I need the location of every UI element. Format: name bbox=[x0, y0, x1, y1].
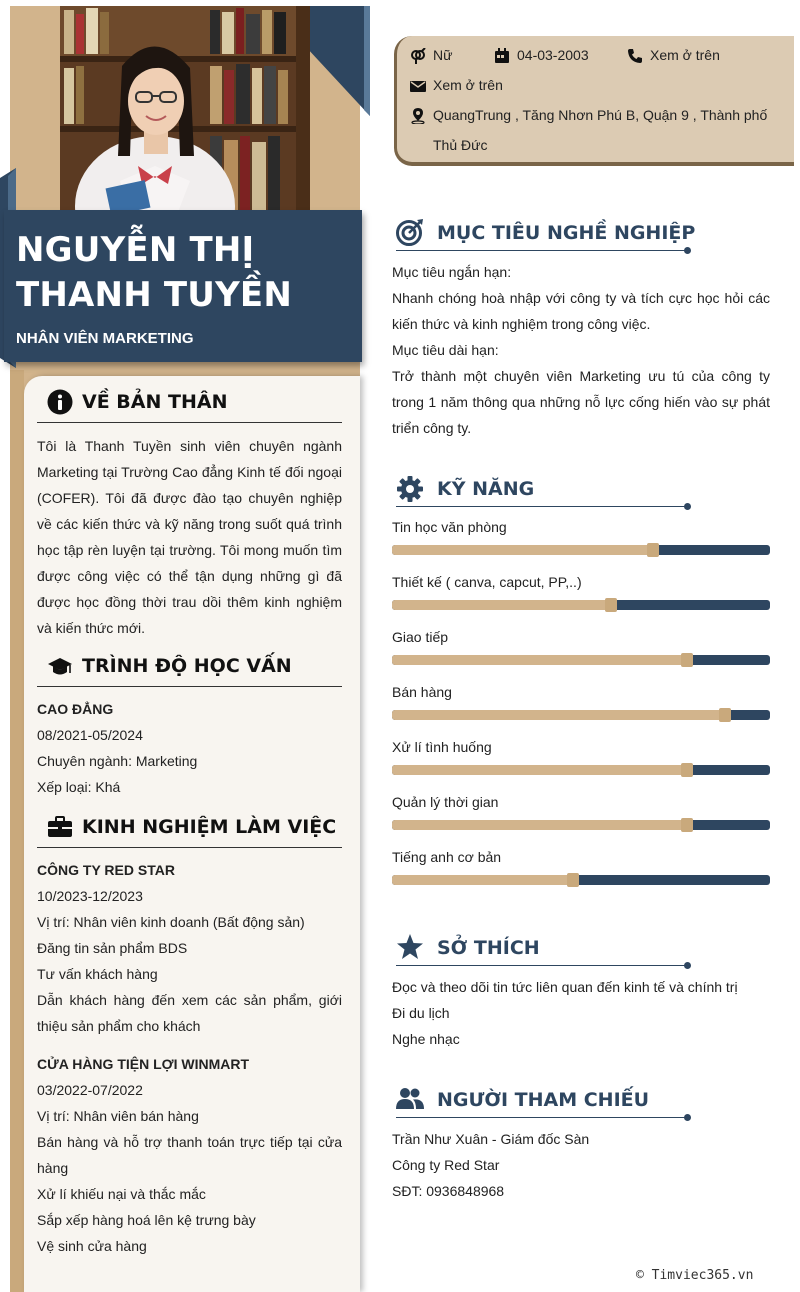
info-phone-value: Xem ở trên bbox=[650, 47, 720, 63]
section-header-references bbox=[392, 1083, 692, 1119]
job-line: Vệ sinh cửa hàng bbox=[37, 1238, 147, 1254]
calendar-icon bbox=[494, 48, 510, 64]
skill-level-knob bbox=[681, 818, 693, 832]
education-details bbox=[37, 696, 342, 800]
section-divider-dot bbox=[684, 503, 691, 510]
education-major: Chuyên ngành: Marketing bbox=[37, 753, 198, 769]
job-line: Đăng tin sản phẩm BDS bbox=[37, 940, 188, 956]
section-header-objective bbox=[392, 216, 696, 252]
profile-photo bbox=[60, 6, 310, 212]
gender-icon bbox=[410, 48, 426, 64]
skill-level-bar bbox=[392, 765, 770, 775]
skill-label: Xử lí tình huống bbox=[392, 739, 492, 755]
job-company: CÔNG TY RED STAR bbox=[37, 862, 175, 878]
hobby-item: Đi du lịch bbox=[392, 1005, 450, 1021]
section-title-education: TRÌNH ĐỘ HỌC VẤN bbox=[82, 655, 292, 677]
section-title-hobbies: SỞ THÍCH bbox=[437, 937, 540, 959]
objective-long-text: Trở thành một chuyên viên Marketing ưu tú của công ty trong 1 năm thông qua những nỗ lực cống hiến vào sự phát triển công ty. bbox=[392, 368, 770, 436]
reference-line: SĐT: 0936848968 bbox=[392, 1183, 505, 1199]
job-line: Vị trí: Nhân viên bán hàng bbox=[37, 1108, 199, 1124]
hobby-item: Đọc và theo dõi tin tức liên quan đến kinh tế và chính trị bbox=[392, 979, 738, 995]
skill-level-knob bbox=[719, 708, 731, 722]
briefcase-icon bbox=[47, 814, 73, 840]
skill-level-bar bbox=[392, 875, 770, 885]
job-line: Sắp xếp hàng hoá lên kệ trưng bày bbox=[37, 1212, 256, 1228]
section-divider bbox=[396, 506, 688, 507]
skill-label: Bán hàng bbox=[392, 684, 452, 700]
section-divider-dot bbox=[684, 962, 691, 969]
skill-level-fill bbox=[392, 875, 573, 885]
job-line: Xử lí khiếu nại và thắc mắc bbox=[37, 1186, 206, 1202]
skill-level-bar bbox=[392, 820, 770, 830]
skill-level-fill bbox=[392, 820, 687, 830]
skill-level-fill bbox=[392, 765, 687, 775]
gear-icon bbox=[396, 474, 424, 502]
objective-long-label: Mục tiêu dài hạn: bbox=[392, 342, 499, 358]
section-divider bbox=[396, 1117, 688, 1118]
skill-level-bar bbox=[392, 655, 770, 665]
name-banner bbox=[4, 210, 362, 362]
about-text: Tôi là Thanh Tuyền sinh viên chuyên ngành Marketing tại Trường Cao đẳng Kinh tế đối ngoại (COFER). Tôi đã được đào tạo chuyên nghiệp về các kiến thức và kỹ năng trong suốt quá trình học tập rèn luyện tại trường. Tôi mong muốn tìm được công việc có thể tận dụng những gì đã được học đồng thời trau dồi thêm kinh nghiệm và kiến thức mới. bbox=[37, 438, 342, 636]
hobby-item: Nghe nhạc bbox=[392, 1031, 460, 1047]
objective-short-text: Nhanh chóng hoà nhập với công ty và tích cực học hỏi các kiến thức và kinh nghiệm trong công việc. bbox=[392, 290, 770, 332]
section-title-experience: KINH NGHIỆM LÀM VIỆC bbox=[82, 816, 337, 838]
candidate-job-title: NHÂN VIÊN MARKETING bbox=[16, 330, 194, 347]
job-line: Bán hàng và hỗ trợ thanh toán trực tiếp tại cửa hàng bbox=[37, 1134, 342, 1176]
education-rank: Xếp loại: Khá bbox=[37, 779, 121, 795]
info-email-value: Xem ở trên bbox=[433, 77, 503, 93]
job-company: CỬA HÀNG TIỆN LỢI WINMART bbox=[37, 1056, 250, 1072]
section-header-skills bbox=[392, 472, 692, 508]
skill-label: Quản lý thời gian bbox=[392, 794, 499, 810]
map-marker-icon bbox=[410, 108, 426, 124]
graduation-cap-icon bbox=[47, 653, 73, 679]
skill-level-knob bbox=[647, 543, 659, 557]
job-line: Dẫn khách hàng đến xem các sản phẩm, giới thiệu sản phẩm cho khách bbox=[37, 992, 342, 1034]
references-list bbox=[392, 1126, 770, 1204]
section-header-about bbox=[37, 377, 342, 423]
section-title-about: VỀ BẢN THÂN bbox=[82, 391, 228, 413]
envelope-icon bbox=[410, 78, 426, 94]
left-column-stripe bbox=[10, 370, 24, 1292]
phone-icon bbox=[627, 48, 643, 64]
skill-level-bar bbox=[392, 600, 770, 610]
job-line: Vị trí: Nhân viên kinh doanh (Bất động sản) bbox=[37, 914, 305, 930]
info-gender-value: Nữ bbox=[433, 47, 453, 63]
job-period: 10/2023-12/2023 bbox=[37, 888, 143, 904]
skill-label: Tiếng anh cơ bản bbox=[392, 849, 502, 865]
reference-line: Trần Như Xuân - Giám đốc Sàn bbox=[392, 1131, 590, 1147]
experience-job-2 bbox=[37, 1051, 342, 1259]
objective-short-label: Mục tiêu ngắn hạn: bbox=[392, 264, 512, 280]
target-icon bbox=[396, 218, 424, 246]
skill-level-knob bbox=[681, 653, 693, 667]
skill-label: Thiết kế ( canva, capcut, PP,..) bbox=[392, 574, 582, 590]
objective-text bbox=[392, 259, 770, 441]
users-icon bbox=[396, 1085, 424, 1113]
skill-level-bar bbox=[392, 710, 770, 720]
info-birthday-value: 04-03-2003 bbox=[517, 47, 589, 63]
section-header-education bbox=[37, 641, 342, 687]
section-divider bbox=[396, 250, 688, 251]
skill-level-knob bbox=[605, 598, 617, 612]
hobbies-list bbox=[392, 974, 770, 1052]
skill-level-fill bbox=[392, 710, 725, 720]
section-title-skills: KỸ NĂNG bbox=[437, 478, 535, 500]
skill-level-fill bbox=[392, 655, 687, 665]
reference-line: Công ty Red Star bbox=[392, 1157, 500, 1173]
footer-copyright: © Timviec365.vn bbox=[636, 1268, 754, 1283]
job-period: 03/2022-07/2022 bbox=[37, 1082, 143, 1098]
candidate-name: NGUYỄN THỊ THANH TUYỀN bbox=[16, 230, 293, 315]
section-title-objective: MỤC TIÊU NGHỀ NGHIỆP bbox=[437, 222, 696, 244]
info-icon bbox=[47, 389, 73, 415]
section-header-experience bbox=[37, 802, 342, 848]
section-divider-dot bbox=[684, 1114, 691, 1121]
section-divider-dot bbox=[684, 247, 691, 254]
section-divider bbox=[396, 965, 688, 966]
skill-label: Tin học văn phòng bbox=[392, 519, 507, 535]
job-line: Tư vấn khách hàng bbox=[37, 966, 158, 982]
education-period: 08/2021-05/2024 bbox=[37, 727, 143, 743]
education-school: CAO ĐẲNG bbox=[37, 701, 114, 717]
star-icon bbox=[396, 933, 424, 961]
section-header-hobbies bbox=[392, 931, 692, 967]
skill-level-knob bbox=[567, 873, 579, 887]
skill-level-fill bbox=[392, 545, 653, 555]
skill-level-bar bbox=[392, 545, 770, 555]
info-address-value: QuangTrung , Tăng Nhơn Phú B, Quận 9 , Thành phố Thủ Đức bbox=[433, 107, 768, 153]
skill-level-fill bbox=[392, 600, 611, 610]
skill-level-knob bbox=[681, 763, 693, 777]
experience-job-1 bbox=[37, 857, 342, 1039]
skill-label: Giao tiếp bbox=[392, 629, 449, 645]
section-title-references: NGƯỜI THAM CHIẾU bbox=[437, 1089, 650, 1111]
